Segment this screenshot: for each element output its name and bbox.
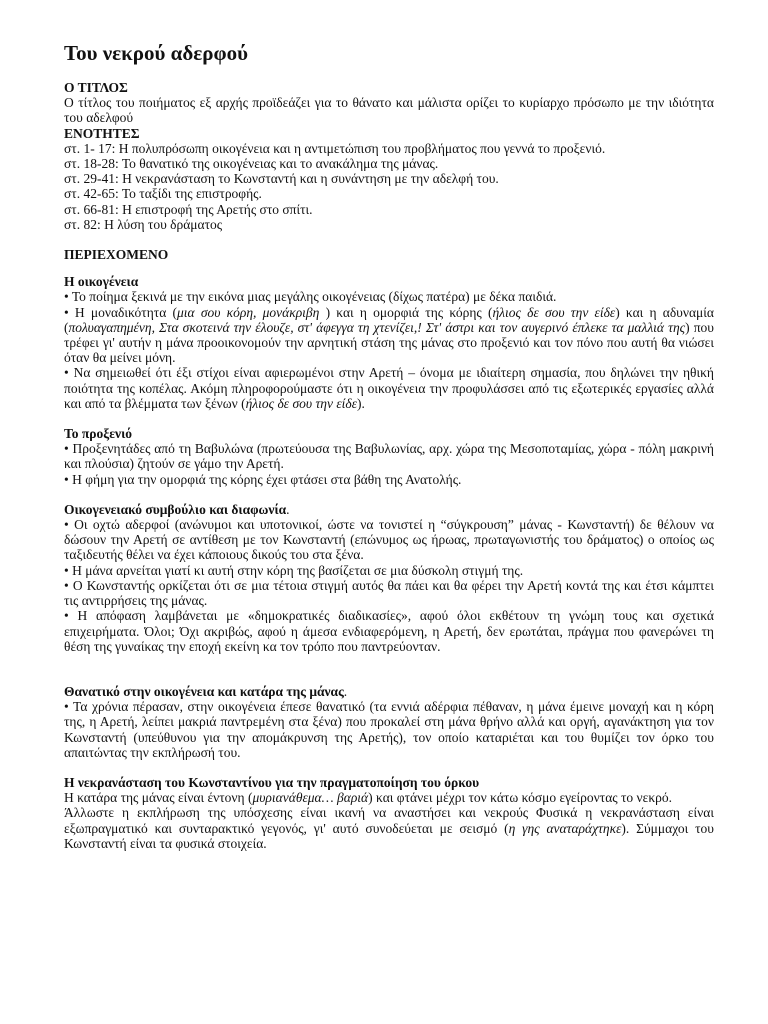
unit-item: στ. 1- 17: Η πολυπρόσωπη οικογένεια και η αντιμετώπιση του προβλήματος που γεννά το προξενιό. bbox=[64, 140, 606, 156]
text-run: • Οι οχτώ αδερφοί (ανώνυμοι και υποτονικοί, ώστε να τονιστεί η “σύγκρουση” μάνας - Κωνσταντή) δε θέλουν να δώσουν την Αρετή σε αντίθεση με τον Κωνσταντή (επώνυμος ως ήρωας, πρωταγωνιστής του δράματος) ο οποίος ως ταξιδευτής θέλει να έχει κάποιους δικούς του στα ξένα. bbox=[64, 517, 714, 563]
text-run: • Η απόφαση λαμβάνεται με «δημοκρατικές διαδικασίες», αφού όλοι εκθέτουν τη γνώμη τους και σχετικά επιχειρήματα. Όλοι; Όχι ακριβώς, αφού η άμεσα ενδιαφερόμενη, η Αρετή, δεν ερωτάται, πράγμα που φανερώνει τη θέση της γυναίκας την εποχή εκείνη κα τον τρόπο που παντρεύονταν. bbox=[64, 608, 714, 654]
bullet-paragraph bbox=[64, 365, 714, 411]
text-run: • Η φήμη για την ομορφιά της κόρης έχει φτάσει στα βάθη της Ανατολής. bbox=[64, 471, 462, 487]
bullet-paragraph bbox=[64, 563, 714, 578]
bullet-paragraph bbox=[64, 608, 714, 654]
unit-item: στ. 42-65: Το ταξίδι της επιστροφής. bbox=[64, 186, 262, 202]
bullet-paragraph bbox=[64, 517, 714, 563]
text-run: • Η μοναδικότητα ( bbox=[64, 304, 177, 320]
content-section bbox=[64, 502, 714, 654]
document-title: Του νεκρού αδερφού bbox=[64, 41, 248, 65]
italic-quote: η γης αναταράχτηκε bbox=[508, 820, 622, 836]
bullet-paragraph bbox=[64, 805, 714, 851]
text-run: ). bbox=[357, 395, 365, 411]
text-run: ) που τρέφει γι' αυτήν η μάνα προοικονομούν την αρνητική στάση της μάνας στο προξενιό και τον πόνο που αυτή θα νιώσει όταν θα μείνει μόνη. bbox=[64, 319, 714, 366]
text-run: ) και φτάνει μέχρι τον κάτω κόσμο εγείροντας το νεκρό. bbox=[368, 790, 672, 806]
text-run: • Προξενητάδες από τη Βαβυλώνα (πρωτεύουσα της Βαβυλωνίας, αρχ. χώρα της Μεσοποταμίας, χώρα - πόλη μακρινή και πλούσια) ζητούν σε γάμο την Αρετή. bbox=[64, 441, 714, 472]
content-section bbox=[64, 775, 714, 851]
bullet-paragraph bbox=[64, 472, 714, 487]
unit-item: στ. 29-41: Η νεκρανάσταση το Κωνσταντή και η συνάντηση με την αδελφή του. bbox=[64, 171, 499, 187]
units-heading: ΕΝΟΤΗΤΕΣ bbox=[64, 125, 140, 141]
italic-quote: ήλιος δε σου την είδε bbox=[245, 395, 358, 411]
unit-item: στ. 18-28: Το θανατικό της οικογένειας και το ανακάλημα της μάνας. bbox=[64, 156, 439, 172]
bullet-paragraph bbox=[64, 441, 714, 471]
unit-item: στ. 82: Η λύση του δράματος bbox=[64, 216, 223, 232]
bullet-paragraph bbox=[64, 790, 714, 805]
section-heading-text: Η οικογένεια bbox=[64, 274, 139, 290]
title-section-text: Ο τίτλος του ποιήματος εξ αρχής προϊδεάζει για το θάνατο και μάλιστα ορίζει το κυρίαρχο πρόσωπο με την ιδιότητα του αδελφού bbox=[64, 95, 714, 126]
section-heading-text: Θανατικό στην οικογένεια και κατάρα της μάνας bbox=[64, 683, 344, 699]
bullet-paragraph bbox=[64, 289, 714, 304]
text-run: ) και η αδυναμία ( bbox=[64, 304, 714, 335]
italic-quote: πολυαγαπημένη, Στα σκοτεινά την έλουζε, στ' άφεγγα τη χτενίζει,! Στ' άστρι και τον αυγερινό έπλεκε τα μαλλιά της bbox=[68, 319, 686, 335]
unit-item: στ. 66-81: Η επιστροφή της Αρετής στο σπίτι. bbox=[64, 201, 313, 217]
units-section bbox=[64, 126, 714, 232]
section-heading-suffix: . bbox=[286, 501, 290, 517]
content-heading: ΠΕΡΙΕΧΟΜΕΝΟ bbox=[64, 247, 169, 263]
text-run: • Τα χρόνια πέρασαν, στην οικογένεια έπεσε θανατικό (τα εννιά αδέρφια πέθαναν, η μάνα έμεινε μοναχή και η κόρη της, η Αρετή, λείπει μακριά παντρεμένη στα ξένα) που προκαλεί στη μάνα θρήνο αλλά και οργή, αγανάκτηση για τον Κωνσταντή (υπεύθυνου για την απομάκρυνση της Αρετής), τον οποίο καταριέται και του θυμίζει τον όρκο του απαιτώντας την εκπλήρωσή του. bbox=[64, 699, 714, 760]
italic-quote: μυριανάθεμα… βαριά bbox=[252, 790, 369, 806]
italic-quote: ήλιος δε σου την είδε bbox=[492, 304, 616, 320]
text-run: • Ο Κωνσταντής ορκίζεται ότι σε μια τέτοια στιγμή αυτός θα πάει και θα φέρει την Αρετή κοντά της και έτσι κάμπτει τις αντιρρήσεις της μάνας. bbox=[64, 577, 714, 609]
text-run: • Το ποίημα ξεκινά με την εικόνα μιας μεγάλης οικογένειας (δίχως πατέρα) με δέκα παιδιά. bbox=[64, 289, 557, 305]
text-run: ). Σύμμαχοι του Κωνσταντή είναι τα φυσικά στοιχεία. bbox=[64, 820, 714, 851]
text-run: • Να σημειωθεί ότι έξι στίχοι είναι αφιερωμένοι στην Αρετή – όνομα με ιδιαίτερη σημασία, που δηλώνει την ηθική ποιότητα της κοπέλας. Ακόμη πληροφορούμαστε ότι η οικογένεια την προφυλάσσει από τις εξωτερικές εργασίες αλλά και από τα βλέμματα των ξένων ( bbox=[64, 365, 714, 411]
content-section bbox=[64, 426, 714, 487]
section-heading-text: Η νεκρανάσταση του Κωνσταντίνου για την πραγματοποίηση του όρκου bbox=[64, 774, 480, 790]
section-heading-suffix: . bbox=[343, 683, 348, 699]
bullet-paragraph bbox=[64, 305, 714, 366]
section-heading bbox=[64, 684, 714, 699]
content-section bbox=[64, 684, 714, 760]
section-heading bbox=[64, 502, 714, 517]
content-section bbox=[64, 274, 714, 411]
bullet-paragraph bbox=[64, 699, 714, 760]
text-run: • Η μάνα αρνείται γιατί κι αυτή στην κόρη της βασίζεται σε μια δύσκολη στιγμή της. bbox=[64, 562, 524, 578]
text-run: Η κατάρα της μάνας είναι έντονη ( bbox=[64, 790, 253, 806]
title-section-heading: Ο ΤΙΤΛΟΣ bbox=[64, 80, 128, 95]
section-heading bbox=[64, 426, 714, 441]
section-heading bbox=[64, 775, 714, 790]
section-heading bbox=[64, 274, 714, 289]
bullet-paragraph bbox=[64, 578, 714, 608]
section-heading-text: Οικογενειακό συμβούλιο και διαφωνία bbox=[64, 501, 287, 517]
section-heading-text: Το προξενιό bbox=[64, 426, 133, 442]
text-run: ) και η ομορφιά της κόρης ( bbox=[319, 304, 493, 320]
title-section bbox=[64, 80, 714, 126]
italic-quote: μια σου κόρη, μονάκριβη bbox=[177, 304, 320, 320]
content-sections bbox=[64, 274, 714, 851]
text-run: Άλλωστε η εκπλήρωση της υπόσχεσης είναι ικανή να αναστήσει και νεκρούς Φυσικά η νεκρανάσταση είναι εξωπραγματικό και συνταρακτικό γεγονός, γι' αυτό συνοδεύεται με σεισμό ( bbox=[64, 805, 714, 836]
